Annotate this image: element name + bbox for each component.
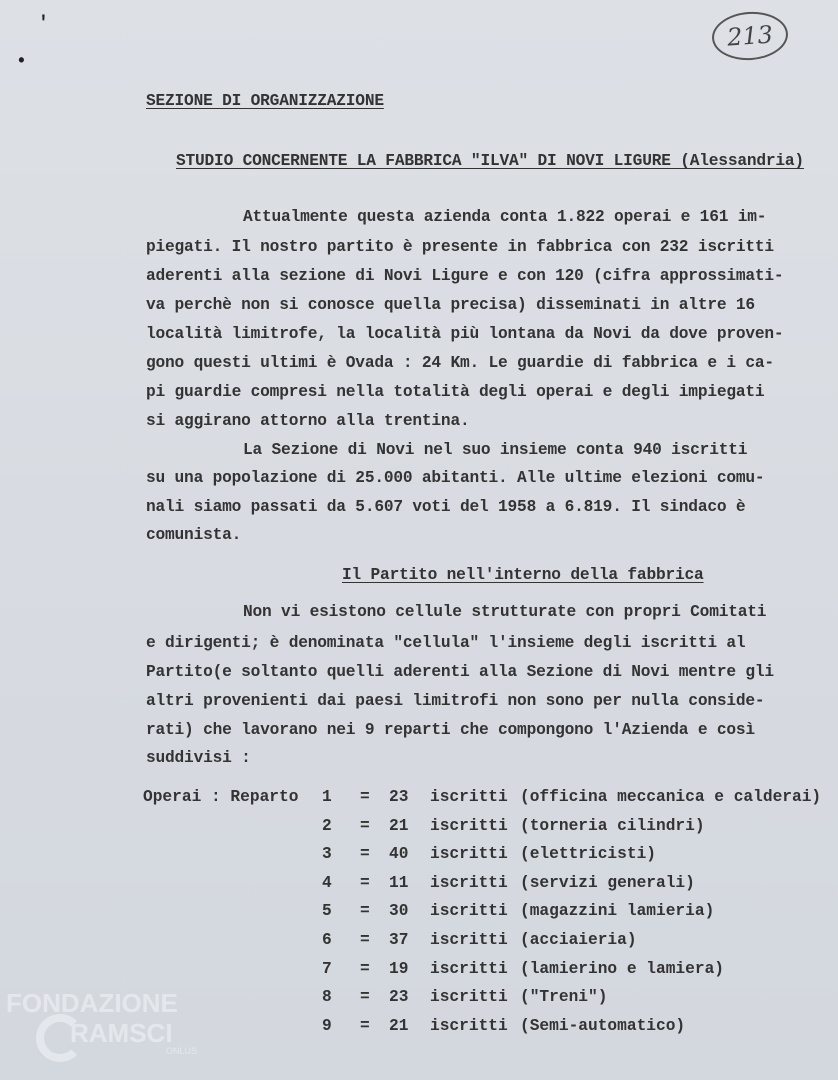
department-number: 3 [322,845,332,864]
text-line: nali siamo passati da 5.607 voti del 1958 a 6.819. Il sindaco è [146,498,746,516]
text-line: va perchè non si conosce quella precisa) disseminati in altre 16 [146,296,755,314]
members-word: iscritti [430,902,508,921]
member-count: 40 [389,845,409,864]
department-description: (magazzini lamieria) [520,902,715,921]
department-description: (elettricisti) [520,845,656,864]
text-line: e dirigenti; è denominata "cellula" l'insieme degli iscritti al [146,634,746,652]
members-word: iscritti [430,788,508,806]
foundation-watermark [6,988,216,1078]
ink-mark: • [16,52,27,72]
member-count: 21 [389,1016,409,1035]
department-description: ("Treni") [520,988,608,1007]
equals-sign: = [360,816,370,835]
page-number-stamp: 213 [710,9,789,62]
subsection-title: Il Partito nell'interno della fabbrica [342,566,704,584]
watermark-line-2: RAMSCI [70,1018,173,1048]
members-word: iscritti [430,845,508,864]
department-description: (servizi generali) [520,873,695,892]
watermark-line-1: FONDAZIONE [6,988,178,1018]
member-count: 37 [389,931,409,949]
members-word: iscritti [430,959,508,978]
department-description: (officina meccanica e calderai) [520,788,822,806]
equals-sign: = [360,902,370,921]
members-word: iscritti [430,816,508,835]
text-line: Non vi esistono cellule strutturate con propri Comitati [243,603,767,621]
section-heading: SEZIONE DI ORGANIZZAZIONE [146,92,384,110]
member-count: 11 [389,873,409,892]
member-count: 19 [389,959,409,978]
member-count: 21 [389,816,409,835]
department-number: 8 [322,988,332,1007]
department-number: 9 [322,1016,332,1035]
text-line: altri provenienti dai paesi limitrofi non sono per nulla conside- [146,692,765,710]
department-description: (Semi-automatico) [520,1016,686,1035]
members-word: iscritti [430,873,508,892]
members-word: iscritti [430,1016,508,1035]
member-count: 23 [389,788,409,806]
text-line: si aggirano attorno alla trentina. [146,412,470,430]
department-number: 6 [322,931,332,949]
member-count: 30 [389,902,409,921]
text-line: gono questi ultimi è Ovada : 24 Km. Le guardie di fabbrica e i ca- [146,354,774,372]
equals-sign: = [360,931,370,949]
members-word: iscritti [430,988,508,1007]
department-description: (acciaieria) [520,931,637,949]
text-line: su una popolazione di 25.000 abitanti. Alle ultime elezioni comu- [146,469,765,487]
members-word: iscritti [430,931,508,949]
text-line: aderenti alla sezione di Novi Ligure e con 120 (cifra approssimati- [146,267,784,285]
text-line: La Sezione di Novi nel suo insieme conta 940 iscritti [243,441,748,459]
department-description: (torneria cilindri) [520,816,705,835]
equals-sign: = [360,988,370,1007]
equals-sign: = [360,959,370,978]
equals-sign: = [360,1016,370,1035]
text-line: Attualmente questa azienda conta 1.822 operai e 161 im- [243,208,767,226]
table-label: Operai : Reparto [143,788,299,806]
text-line: piegati. Il nostro partito è presente in fabbrica con 232 iscritti [146,238,774,256]
text-line: comunista. [146,526,242,544]
text-line: suddivisi : [146,749,251,767]
department-number: 1 [322,788,332,806]
text-line: rati) che lavorano nei 9 reparti che compongono l'Azienda e così [146,721,755,739]
department-number: 7 [322,959,332,978]
equals-sign: = [360,788,370,806]
equals-sign: = [360,845,370,864]
text-line: località limitrofe, la località più lontana da Novi da dove proven- [146,325,784,343]
department-number: 4 [322,873,332,892]
ink-mark: ' [38,14,49,34]
watermark-small: ONLUS [166,1046,198,1056]
text-line: Partito(e soltanto quelli aderenti alla Sezione di Novi mentre gli [146,663,774,681]
member-count: 23 [389,988,409,1007]
department-number: 2 [322,816,332,835]
department-description: (lamierino e lamiera) [520,959,724,978]
equals-sign: = [360,873,370,892]
document-title: STUDIO CONCERNENTE LA FABBRICA "ILVA" DI NOVI LIGURE (Alessandria) [176,152,804,170]
text-line: pi guardie compresi nella totalità degli operai e degli impiegati [146,383,765,401]
department-number: 5 [322,902,332,921]
